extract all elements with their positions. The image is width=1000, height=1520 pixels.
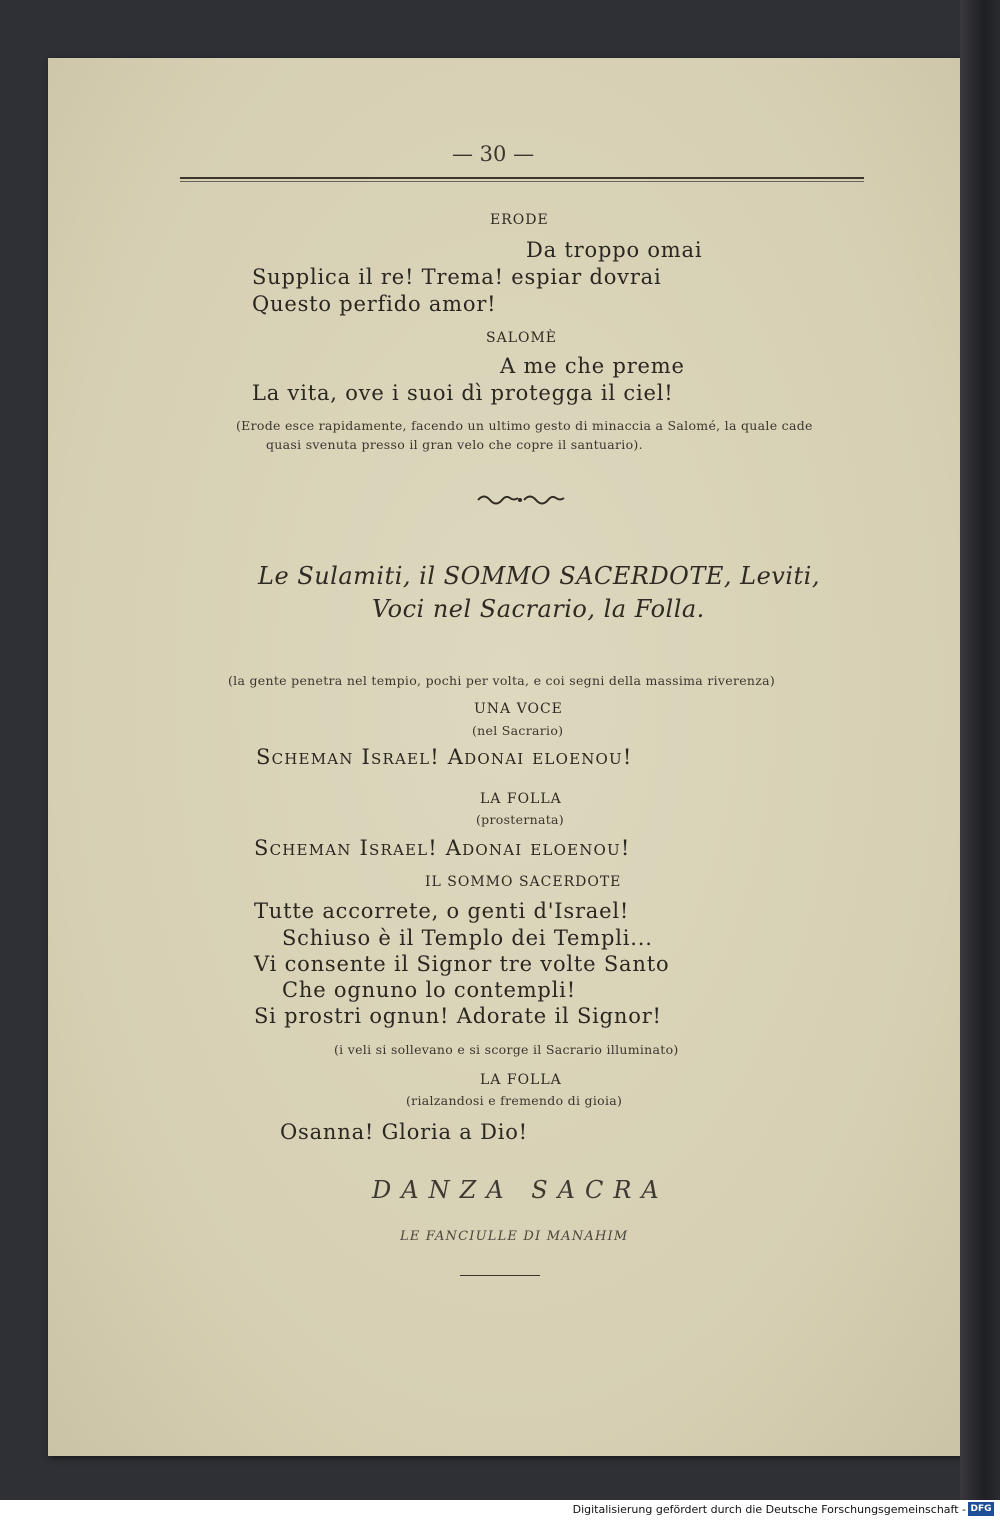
- stage-direction: (rialzandosi e fremendo di gioia): [406, 1093, 623, 1108]
- stage-direction: (i veli si sollevano e si scorge il Sacrario illuminato): [334, 1042, 679, 1057]
- verse-line: Tutte accorrete, o genti d'Israel!: [254, 899, 630, 923]
- verse-line: Che ognuno lo contempli!: [282, 978, 576, 1002]
- speaker-la-folla-2: LA FOLLA: [480, 1072, 562, 1088]
- section-subtitle: LE FANCIULLE DI MANAHIM: [400, 1229, 629, 1244]
- scene-heading: Le Sulamiti, il SOMMO SACERDOTE, Leviti,: [258, 562, 820, 590]
- verse-line: Supplica il re! Trema! espiar dovrai: [252, 265, 662, 289]
- stage-direction: quasi svenuta presso il gran velo che copre il santuario).: [266, 437, 643, 452]
- closing-rule: [460, 1275, 540, 1276]
- verse-line: Osanna! Gloria a Dio!: [280, 1120, 528, 1144]
- stage-direction: (Erode esce rapidamente, facendo un ultimo gesto di minaccia a Salomé, la quale cade: [236, 418, 813, 433]
- speaker-una-voce: UNA VOCE: [474, 701, 563, 717]
- verse-line: Scheman Israel! Adonai eloenou!: [256, 745, 633, 769]
- scene-heading: Voci nel Sacrario, la Folla.: [372, 595, 705, 623]
- book-binding: [960, 0, 1000, 1500]
- verse-line: Da troppo omai: [526, 238, 703, 262]
- digitization-credit: Digitalisierung gefördert durch die Deutsche Forschungsgemeinschaft -: [572, 1503, 966, 1516]
- verse-line: La vita, ove i suoi dì protegga il ciel!: [252, 381, 674, 405]
- page-number: — 30 —: [452, 142, 535, 166]
- stage-direction: (la gente penetra nel tempio, pochi per volta, e coi segni della massima riverenza): [228, 673, 776, 688]
- verse-line: Scheman Israel! Adonai eloenou!: [254, 836, 631, 860]
- speaker-sommo-sacerdote: IL SOMMO SACERDOTE: [425, 874, 622, 890]
- stage-direction: (nel Sacrario): [472, 723, 564, 738]
- speaker-la-folla: LA FOLLA: [480, 791, 562, 807]
- fleuron-ornament-icon: [474, 490, 574, 510]
- verse-line: Vi consente il Signor tre volte Santo: [254, 952, 670, 976]
- speaker-salome: SALOMÈ: [486, 330, 558, 346]
- header-rule: [180, 177, 864, 179]
- stage-direction: (prosternata): [476, 812, 564, 827]
- verse-line: Questo perfido amor!: [252, 292, 497, 316]
- dfg-logo: DFG: [968, 1502, 994, 1516]
- header-rule-thin: [180, 181, 864, 182]
- speaker-erode: ERODE: [490, 212, 549, 228]
- section-title-danza-sacra: DANZA SACRA: [372, 1176, 669, 1204]
- verse-line: A me che preme: [500, 354, 685, 378]
- verse-line: Si prostri ognun! Adorate il Signor!: [254, 1004, 662, 1028]
- verse-line: Schiuso è il Templo dei Templi...: [282, 926, 653, 950]
